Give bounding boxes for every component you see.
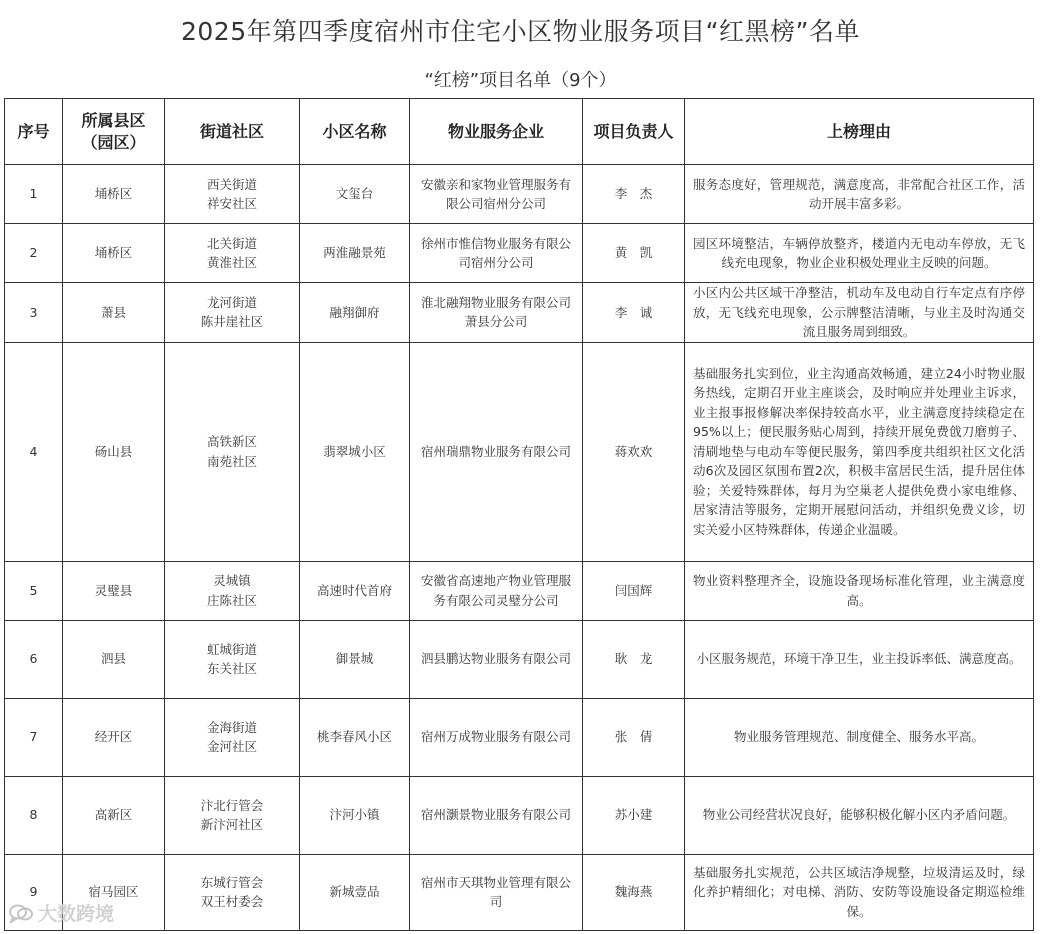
cell-community: 汴河小镇 (300, 776, 410, 854)
cell-manager: 闫国辉 (583, 561, 685, 620)
page-subtitle: “红榜”项目名单（9个） (424, 70, 617, 91)
watermark-text: 大数跨境 (38, 903, 115, 925)
cell-manager: 魏海燕 (583, 854, 685, 930)
table-header-row (5, 99, 1034, 165)
page-title: 2025年第四季度宿州市住宅小区物业服务项目“红黑榜”名单 (180, 17, 861, 46)
cell-company: 淮北融翔物业服务有限公司萧县分公司 (410, 283, 583, 343)
cell-county: 埇桥区 (63, 165, 165, 224)
cell-company: 安徽亲和家物业管理服务有限公司宿州分公司 (410, 165, 583, 224)
cell-company: 宿州市天琪物业管理有限公司 (410, 854, 583, 930)
table-row (5, 165, 1034, 224)
cell-community: 翡翠城小区 (300, 342, 410, 561)
cell-no: 2 (5, 224, 63, 283)
cell-community: 桃李春风小区 (300, 698, 410, 776)
cell-community: 文玺台 (300, 165, 410, 224)
cell-reason: 基础服务扎实规范，公共区域洁净规整，垃圾清运及时，绿化养护精细化；对电梯、消防、安防等设施设备定期巡检维保。 (685, 854, 1034, 930)
cell-reason: 物业服务管理规范、制度健全、服务水平高。 (685, 698, 1034, 776)
table-row (5, 224, 1034, 283)
cell-county: 高新区 (63, 776, 165, 854)
table-row (5, 342, 1034, 561)
header-manager: 项目负责人 (583, 99, 685, 165)
cell-reason: 基础服务扎实到位，业主沟通高效畅通，建立24小时物业服务热线，定期召开业主座谈会，及时响应并处理业主诉求，业主报事报修解决率保持较高水平，业主满意度持续稳定在95%以上；便民服务贴心周到，持续开展免费戗刀磨剪子、清刷地垫与电动车等便民服务，第四季度共组织社区文化活动6次及园区氛围布置2次，积极丰富居民生活，提升居住体验；关爱特殊群体，每月为空巢老人提供免费小家电维修、居家清洁等服务，定期开展慰问活动，并组织免费义诊，切实关爱小区特殊群体，传递企业温暖。 (685, 342, 1034, 561)
cell-community: 御景城 (300, 620, 410, 698)
cell-company: 宿州万成物业服务有限公司 (410, 698, 583, 776)
cell-no: 4 (5, 342, 63, 561)
cell-community: 融翔御府 (300, 283, 410, 343)
cell-street: 北关街道 黄淮社区 (165, 224, 300, 283)
cell-county: 埇桥区 (63, 224, 165, 283)
cell-manager: 李 诚 (583, 283, 685, 343)
cell-manager: 蒋欢欢 (583, 342, 685, 561)
header-reason: 上榜理由 (685, 99, 1034, 165)
header-no: 序号 (5, 99, 63, 165)
cell-county: 宿马园区 (63, 854, 165, 930)
cell-county: 经开区 (63, 698, 165, 776)
cell-manager: 耿 龙 (583, 620, 685, 698)
cell-manager: 张 倩 (583, 698, 685, 776)
cell-county: 砀山县 (63, 342, 165, 561)
cell-no: 6 (5, 620, 63, 698)
table-row (5, 283, 1034, 343)
table-row (5, 698, 1034, 776)
cell-reason: 物业资料整理齐全，设施设备现场标准化管理，业主满意度高。 (685, 561, 1034, 620)
cell-street: 汴北行管会 新汴河社区 (165, 776, 300, 854)
header-street: 街道社区 (165, 99, 300, 165)
cell-manager: 黄 凯 (583, 224, 685, 283)
cell-community: 新城壹品 (300, 854, 410, 930)
cell-reason: 园区环境整洁，车辆停放整齐，楼道内无电动车停放，无飞线充电现象，物业企业积极处理业主反映的问题。 (685, 224, 1034, 283)
cell-county: 泗县 (63, 620, 165, 698)
cell-street: 灵城镇 庄陈社区 (165, 561, 300, 620)
cell-no: 5 (5, 561, 63, 620)
cell-company: 徐州市惟信物业服务有限公司宿州分公司 (410, 224, 583, 283)
cell-company: 宿州灏景物业服务有限公司 (410, 776, 583, 854)
cell-manager: 李 杰 (583, 165, 685, 224)
table-row (5, 854, 1034, 930)
cell-company: 宿州瑞鼎物业服务有限公司 (410, 342, 583, 561)
cell-reason: 小区服务规范，环境干净卫生，业主投诉率低、满意度高。 (685, 620, 1034, 698)
watermark (8, 899, 114, 926)
cell-no: 1 (5, 165, 63, 224)
chat-bubble-logo-icon (8, 903, 34, 923)
cell-no: 7 (5, 698, 63, 776)
cell-street: 高铁新区 南苑社区 (165, 342, 300, 561)
cell-reason: 服务态度好，管理规范，满意度高，非常配合社区工作，活动开展丰富多彩。 (685, 165, 1034, 224)
table-row (5, 620, 1034, 698)
table-row (5, 776, 1034, 854)
cell-community: 两淮融景苑 (300, 224, 410, 283)
cell-county: 灵璧县 (63, 561, 165, 620)
cell-street: 金海街道 金河社区 (165, 698, 300, 776)
cell-county: 萧县 (63, 283, 165, 343)
cell-no: 9 (5, 854, 63, 930)
table-row (5, 561, 1034, 620)
cell-community: 高速时代首府 (300, 561, 410, 620)
red-list-table (4, 98, 1034, 931)
header-community: 小区名称 (300, 99, 410, 165)
cell-reason: 物业公司经营状况良好，能够积极化解小区内矛盾问题。 (685, 776, 1034, 854)
cell-street: 东城行管会 双王村委会 (165, 854, 300, 930)
cell-company: 安徽省高速地产物业管理服务有限公司灵璧分公司 (410, 561, 583, 620)
cell-no: 3 (5, 283, 63, 343)
header-county: 所属县区（园区） (63, 99, 165, 165)
header-company: 物业服务企业 (410, 99, 583, 165)
cell-street: 虹城街道 东关社区 (165, 620, 300, 698)
cell-street: 龙河街道 陈井崖社区 (165, 283, 300, 343)
cell-company: 泗县鹏达物业服务有限公司 (410, 620, 583, 698)
cell-manager: 苏小建 (583, 776, 685, 854)
cell-no: 8 (5, 776, 63, 854)
cell-street: 西关街道 祥安社区 (165, 165, 300, 224)
cell-reason: 小区内公共区域干净整洁，机动车及电动自行车定点有序停放，无飞线充电现象，公示牌整洁清晰，与业主及时沟通交流且服务周到细致。 (685, 283, 1034, 343)
